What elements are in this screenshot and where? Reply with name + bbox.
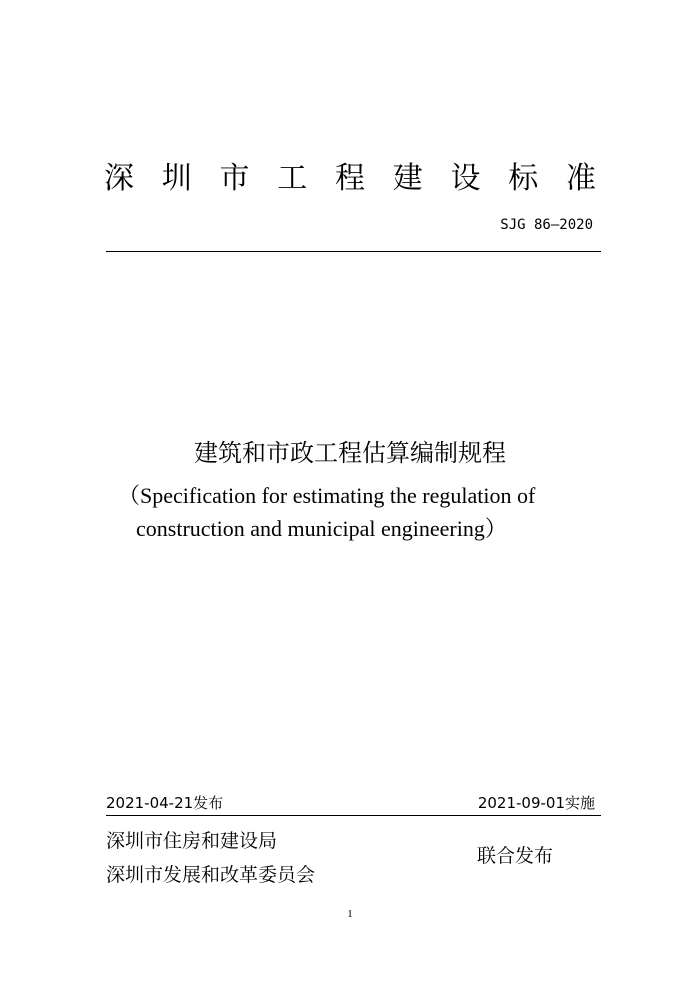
series-char: 标 xyxy=(508,161,539,196)
joint-issue-label: 联合发布 xyxy=(477,845,554,867)
date-row xyxy=(106,793,595,813)
standard-code: SJG 86—2020 xyxy=(500,217,593,233)
page-number: 1 xyxy=(347,908,353,920)
issuing-authorities xyxy=(106,824,315,892)
series-char: 准 xyxy=(566,161,596,196)
issuer-development-commission: 深圳市发展和改革委员会 xyxy=(106,864,316,886)
series-char: 工 xyxy=(277,161,308,196)
english-title-line-1: （Specification for estimating the regulation of xyxy=(118,483,536,508)
series-char: 程 xyxy=(335,161,365,196)
document-title-chinese: 建筑和市政工程估算编制规程 xyxy=(194,439,506,467)
series-char: 建 xyxy=(392,161,423,196)
effective-date: 2021-09-01实施 xyxy=(477,794,595,812)
standard-series-title xyxy=(104,160,596,198)
issuer-housing-bureau: 深圳市住房和建设局 xyxy=(106,830,278,852)
series-char: 设 xyxy=(450,161,481,196)
header-divider xyxy=(106,251,601,252)
issue-date: 2021-04-21发布 xyxy=(106,794,224,812)
document-title-english xyxy=(118,479,588,545)
series-char: 市 xyxy=(219,161,250,196)
footer-divider xyxy=(106,815,601,816)
series-char: 圳 xyxy=(161,161,192,196)
series-char: 深 xyxy=(104,161,134,196)
english-title-line-2: construction and municipal engineering） xyxy=(136,516,507,541)
